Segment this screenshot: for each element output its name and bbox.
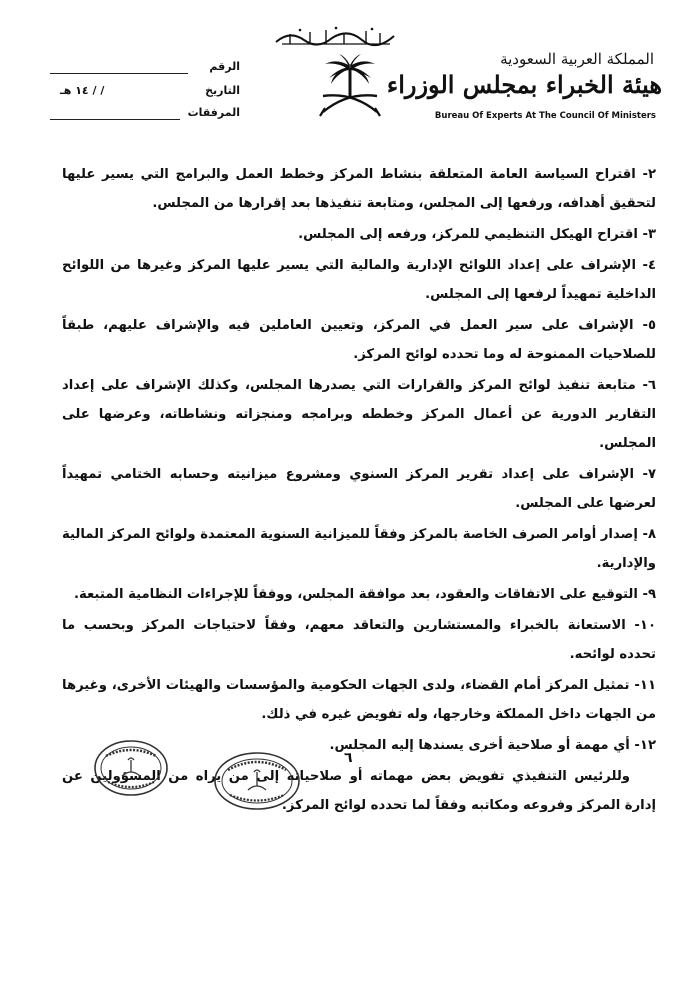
date-field bbox=[50, 84, 240, 102]
item-text: الاستعانة بالخبراء والمستشارين والتعاقد معهم، وفقاً لاحتياجات المركز وبحسب ما تحدده لوائحه. bbox=[62, 618, 656, 662]
item-text: الإشراف على إعداد اللوائح الإدارية والمالية التي يسير عليها المركز وغيرها من اللوائح الداخلية تمهيداً لرفعها إلى المجلس. bbox=[62, 258, 656, 302]
item-number: ٣- bbox=[642, 227, 656, 242]
item-text: متابعة تنفيذ لوائح المركز والقرارات التي يصدرها المجلس، وكذلك الإشراف على إعداد التقارير الدورية عن أعمال المركز وخططه وبرامجه ومنجزاته ونشاطاته، وعرضها على المجلس. bbox=[62, 378, 656, 451]
document-body bbox=[62, 160, 656, 822]
number-field bbox=[50, 60, 240, 78]
date-label: التاريخ bbox=[205, 84, 240, 97]
list-item bbox=[62, 671, 656, 729]
item-number: ١٢- bbox=[634, 738, 656, 753]
item-text: اقتراح السياسة العامة المتعلقة بنشاط المركز وخطط العمل والبرامج التي يسير عليها لتحقيق أهدافه، ورفعها إلى المجلس، ومتابعة تنفيذها بعد إقرارها من المجلس. bbox=[62, 167, 656, 211]
list-item bbox=[62, 220, 656, 249]
item-text: أي مهمة أو صلاحية أخرى يسندها إليه المجلس. bbox=[329, 738, 630, 753]
item-text: الإشراف على سير العمل في المركز، وتعيين العاملين فيه والإشراف عليهم، طبقاً للصلاحيات الممنوحة له وما تحدده لوائح المركز. bbox=[62, 318, 656, 362]
item-number: ٩- bbox=[642, 587, 656, 602]
list-item bbox=[62, 160, 656, 218]
list-item bbox=[62, 311, 656, 369]
attachments-field bbox=[50, 106, 240, 124]
item-number: ٧- bbox=[642, 467, 656, 482]
item-number: ٥- bbox=[642, 318, 656, 333]
list-item bbox=[62, 251, 656, 309]
item-text: تمثيل المركز أمام القضاء، ولدى الجهات الحكومية والمؤسسات والهيئات الأخرى، وغيرها من الجهات داخل المملكة وخارجها، وله تفويض غيره في ذلك. bbox=[62, 678, 656, 722]
item-text: التوقيع على الاتفاقات والعقود، بعد موافقة المجلس، ووفقاً للإجراءات النظامية المتبعة. bbox=[73, 587, 638, 602]
palm-swords-emblem-icon bbox=[317, 52, 383, 122]
country-name: المملكة العربية السعودية bbox=[500, 50, 654, 68]
item-number: ١٠- bbox=[634, 618, 657, 633]
basmala-calligraphy bbox=[270, 24, 400, 50]
item-number: ٢- bbox=[642, 167, 656, 182]
list-item bbox=[62, 460, 656, 518]
item-number: ٤- bbox=[642, 258, 656, 273]
official-seal-right-icon bbox=[212, 750, 302, 816]
list-item bbox=[62, 611, 656, 669]
attachments-label: المرفقات bbox=[187, 106, 240, 119]
list-item bbox=[62, 520, 656, 578]
item-number: ٦- bbox=[642, 378, 657, 393]
item-number: ١١- bbox=[634, 678, 656, 693]
item-number: ٨- bbox=[642, 527, 656, 542]
organization-title: هيئة الخبراء بمجلس الوزراء bbox=[386, 70, 662, 99]
number-label: الرقم bbox=[209, 60, 240, 73]
date-value: / / ١٤ هـ bbox=[60, 84, 105, 97]
item-text: اقتراح الهيكل التنظيمي للمركز، ورفعه إلى المجلس. bbox=[298, 227, 638, 242]
organization-english-name: Bureau Of Experts At The Council Of Ministers bbox=[434, 111, 656, 121]
item-text: إصدار أوامر الصرف الخاصة بالمركز وفقاً للميزانية السنوية المعتمدة ولوائح المركز المالية والإدارية. bbox=[62, 527, 656, 571]
attachments-line bbox=[50, 119, 180, 120]
number-line bbox=[50, 73, 188, 74]
list-item bbox=[62, 371, 656, 458]
official-seal-left-icon bbox=[92, 738, 170, 802]
list-item bbox=[62, 580, 656, 609]
page-number: ٦ bbox=[344, 750, 353, 766]
item-text: الإشراف على إعداد تقرير المركز السنوي ومشروع ميزانيته وحسابه الختامي تمهيداً لعرضها على المجلس. bbox=[62, 467, 656, 511]
closing-paragraph: وللرئيس التنفيذي تفويض بعض مهماته أو صلاحياته إلى من يراه من المسؤولين عن إدارة المركز وفروعه ومكاتبه وفقاً لما تحدده لوائح المركز. bbox=[62, 769, 656, 813]
